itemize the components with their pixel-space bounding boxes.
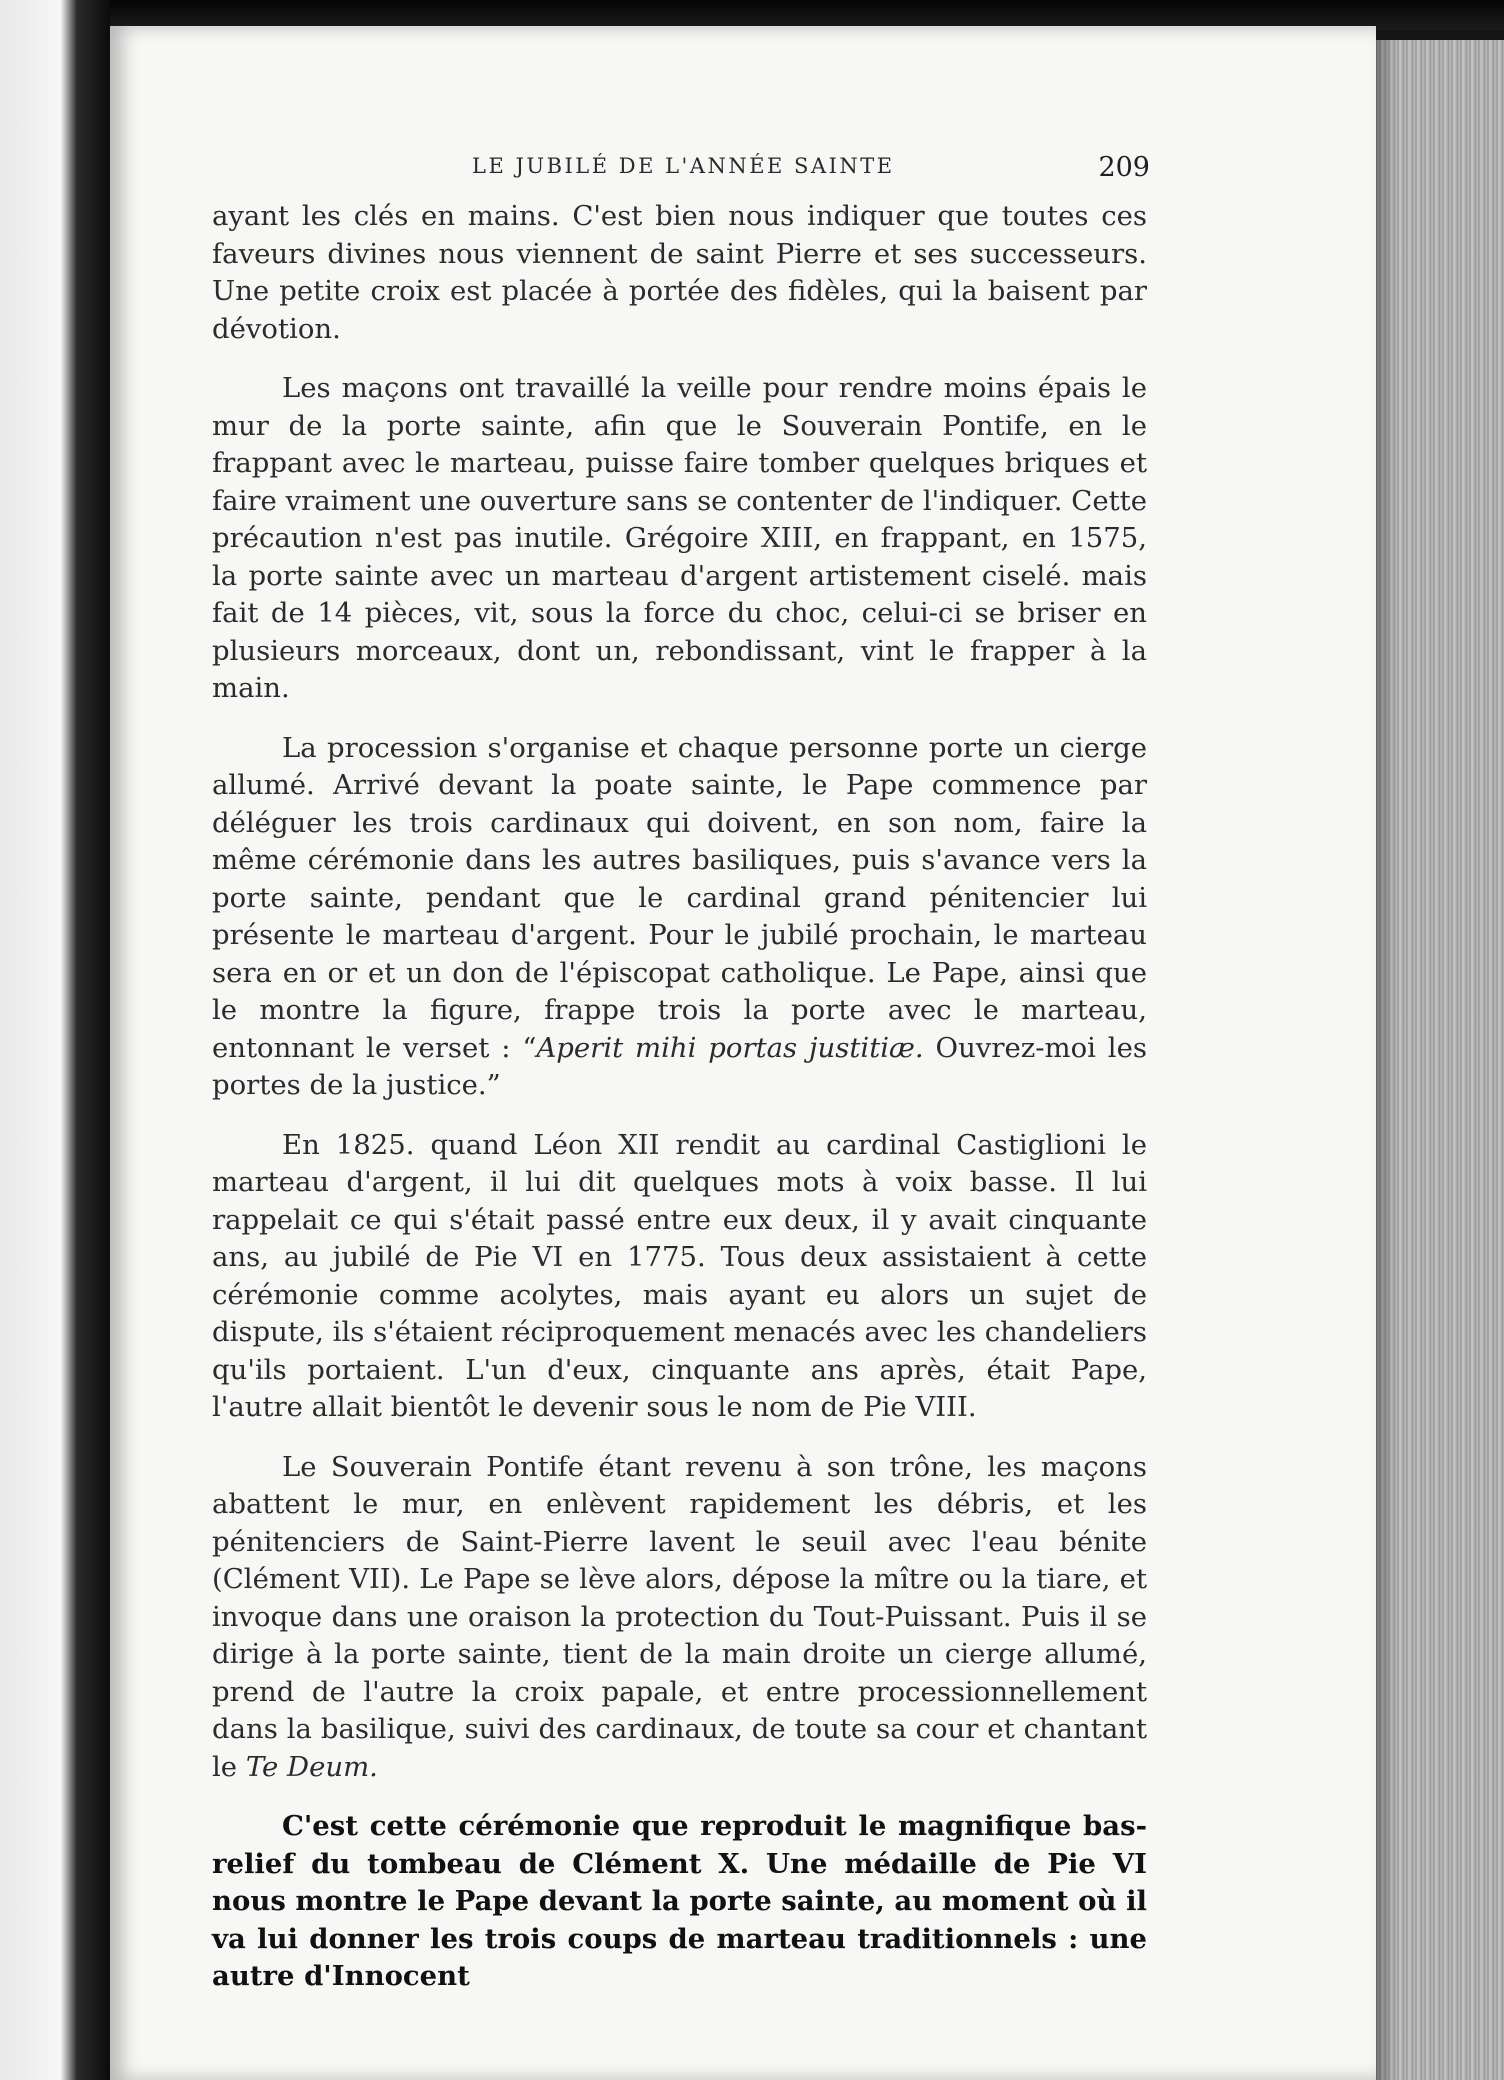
paragraph-5-te-deum: Te Deum. (245, 1750, 378, 1783)
paragraph-1 (212, 198, 1147, 348)
paragraph-5 (212, 1449, 1147, 1787)
paragraph-1-text: ayant les clés en mains. C'est bien nous indiquer que toutes ces faveurs divines nous viennent de saint Pierre et ses successeurs. Une petite croix est placée à portée des fidèles, qui la baisent par dévotion. (212, 200, 1147, 345)
paragraph-3-text-before: La procession s'organise et chaque personne porte un cierge allumé. Arrivé devant la poate sainte, le Pape commence par déléguer les trois cardinaux qui doivent, en son nom, faire la même cérémonie dans les autres basiliques, puis s'avance vers la porte sainte, pendant que le cardinal grand pénitencier lui présente le marteau d'argent. Pour le jubilé prochain, le marteau sera en or et un don de l'épiscopat catholique. Le Pape, ainsi que le montre la figure, frappe trois la porte avec le marteau, entonnant le verset : “ (212, 731, 1147, 1064)
page-number: 209 (1098, 152, 1150, 183)
paragraph-3 (212, 730, 1147, 1105)
paragraph-3-text-after: Ouvrez-moi les portes de la justice.” (212, 1031, 1147, 1101)
paragraph-2 (212, 370, 1147, 708)
page-header (210, 140, 1150, 190)
paragraph-5-text: Le Souverain Pontife étant revenu à son trône, les maçons abattent le mur, en enlèvent rapidement les débris, et les pénitenciers de Saint-Pierre lavent le seuil avec l'eau bénite (Clément VII). Le Pape se lève alors, dépose la mître ou la tiare, et invoque dans une oraison la protection du Tout-Puissant. Puis il se dirige à la porte sainte, tient de la main droite un cierge allumé, prend de l'autre la croix papale, et entre processionnellement dans la basilique, suivi des cardinaux, de toute sa cour et chantant le (212, 1450, 1147, 1783)
gutter-shadow (1376, 40, 1396, 2080)
paragraph-4 (212, 1127, 1147, 1427)
left-page-margin (0, 0, 110, 2080)
paragraph-6-text: C'est cette cérémonie que reproduit le magnifique bas-relief du tombeau de Clément X. Une médaille de Pie VI nous montre le Pape devant la porte sainte, au moment où il va lui donner les trois coups de marteau traditionnels : une autre d'Innocent (212, 1810, 1147, 1992)
paragraph-3-latin-verse: Aperit mihi portas justitiæ. (536, 1031, 924, 1064)
paragraph-2-text: Les maçons ont travaillé la veille pour rendre moins épais le mur de la porte sainte, afin que le Souverain Pontife, en le frappant avec le marteau, puisse faire tomber quelques briques et faire vraiment une ouverture sans se contenter de l'indiquer. Cette précaution n'est pas inutile. Grégoire XIII, en frappant, en 1575, la porte sainte avec un marteau d'argent artistement ciselé. mais fait de 14 pièces, vit, sous la force du choc, celui-ci se briser en plusieurs morceaux, dont un, rebondissant, vint le frapper à la main. (212, 372, 1147, 704)
body-text (212, 198, 1147, 1996)
paragraph-4-text: En 1825. quand Léon XII rendit au cardinal Castiglioni le marteau d'argent, il lui dit quelques mots à voix basse. Il lui rappelait ce qui s'était passé entre eux deux, il y avait cinquante ans, au jubilé de Pie VI en 1775. Tous deux assistaient à cette cérémonie comme acolytes, mais ayant eu alors un sujet de dispute, ils s'étaient réciproquement menacés avec les chandeliers qu'ils portaient. L'un d'eux, cinquante ans après, était Pape, l'autre allait bientôt le devenir sous le nom de Pie VIII. (212, 1128, 1147, 1423)
running-title: LE JUBILÉ DE L'ANNÉE SAINTE (472, 154, 895, 178)
paragraph-6 (212, 1808, 1147, 1996)
